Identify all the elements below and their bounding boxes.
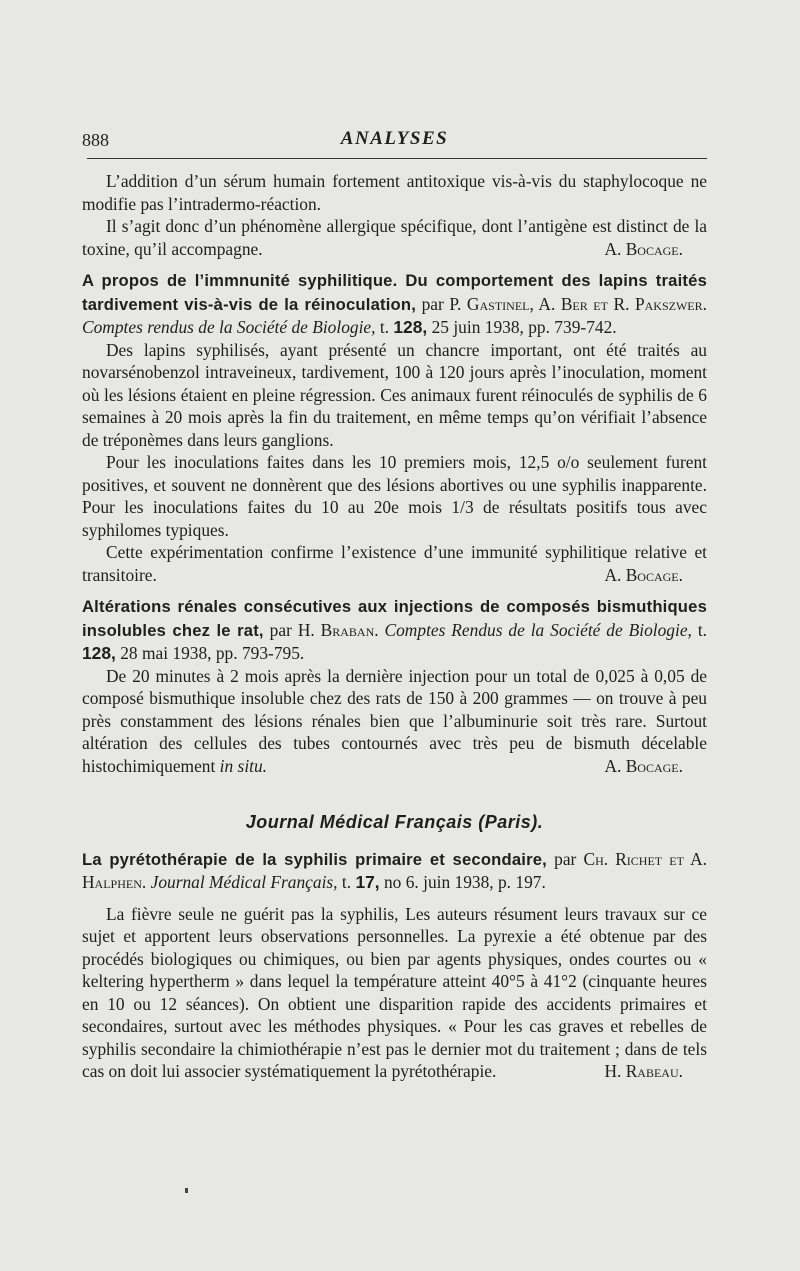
article-1-date-pages: 25 juin 1938, pp. 739-742. xyxy=(431,317,617,337)
article-3-signature: H. Rabeau. xyxy=(604,1061,683,1081)
article-1-volume: 128, xyxy=(393,317,428,337)
article-3-title: La pyrétothérapie de la syphilis primaire et secondaire, xyxy=(82,849,547,869)
article-2-authors: H. Braban. xyxy=(297,619,379,640)
article-2-title: Altérations rénales consécutives aux injections de composés bismuthiques insolubles chez le rat, xyxy=(82,597,707,640)
print-speck xyxy=(185,1188,188,1193)
page-header xyxy=(82,126,707,152)
article-1-paragraph-3: Cette expérimentation confirme l’existence d’une immunité syphilitique relative et transitoire. A. Bocage. xyxy=(82,542,707,585)
header-rule xyxy=(87,158,707,159)
journal-heading: Journal Médical Français (Paris). xyxy=(245,812,544,832)
article-3-journal: Journal Médical Français, xyxy=(150,872,338,892)
running-title: ANALYSES xyxy=(340,128,449,149)
article-1-paragraph-2: Pour les inoculations faites dans les 10 premiers mois, 12,5 o/o seulement furent positives, et souvent ne donnèrent que des lésions abortives ou une syphilis inapparente. Pour les inoculations faites du 10 au 20e mois 1/3 de résultats positifs tous avec syphilomes typiques. xyxy=(82,452,707,540)
article-1-journal: Comptes rendus de la Société de Biologie, xyxy=(82,317,376,337)
intro-signature: A. Bocage. xyxy=(604,238,683,259)
article-3-authors: Ch. Richet et A. Halphen. xyxy=(82,848,707,892)
intro-paragraph-1: L’addition d’un sérum humain fortement antitoxique vis-à-vis du staphylocoque ne modifie pas l’intradermo-réaction. xyxy=(82,171,707,214)
article-1-title: A propos de l’immnunité syphilitique. Du comportement des lapins traités tardivement vis-à-vis de la réinoculation, xyxy=(82,271,707,314)
article-2-signature: A. Bocage. xyxy=(604,755,683,776)
article-2-journal: Comptes Rendus de la Société de Biologie, xyxy=(384,619,692,640)
page-number: 888 xyxy=(82,130,109,150)
article-2-date-pages: 28 mai 1938, pp. 793-795. xyxy=(120,643,305,663)
article-1-authors: P. Gastinel, A. Ber et R. Pakszwer. xyxy=(449,293,707,314)
article-3-volume: 17, xyxy=(355,872,380,892)
page-body xyxy=(82,170,707,1083)
article-2-in-situ: in situ. xyxy=(219,755,268,776)
article-3-heading: La pyrétothérapie de la syphilis primaire et secondaire, par Ch. Richet et A. Halphen. Journal Médical Français, t. 17, no 6. juin 1938, p. 197. xyxy=(82,848,707,892)
article-2-volume: 128, xyxy=(82,643,116,663)
article-2-heading: Altérations rénales consécutives aux injections de composés bismuthiques insolubles chez le rat, par H. Braban. Comptes Rendus de la Société de Biologie, t. 128, 28 mai 1938, pp. 793-795. xyxy=(82,597,707,663)
article-3-paragraph-1: La fièvre seule ne guérit pas la syphilis, Les auteurs résument leurs travaux sur ce sujet et apportent leurs observations personnelles. La pyrexie a été obtenue par des procédés biologiques ou chimiques, ou bien par agents physiques, ondes courtes ou « keltering hypertherm » dans lequel la température atteint 40°5 à 41°2 (cinquante heures en 10 ou 12 séances). On obtient une disparition rapide des accidents primaires et secondaires, surtout avec les méthodes physiques. « Pour les cas graves et rebelles de syphilis secondaire la chimiothérapie n’est pas le dernier mot du traitement ; dans de tels cas on doit lui associer systématiquement la pyrétothérapie. H. Rabeau. xyxy=(82,903,707,1081)
article-2-paragraph-1: De 20 minutes à 2 mois après la dernière injection pour un total de 0,025 à 0,05 de composé bismuthique insoluble chez des rats de 150 à 200 grammes — on trouve à peu près constamment des lésions rénales bien que l’albuminurie soit très rare. Surtout altération des cellules des tubes contournés avec très peu de bismuth décelable histochimiquement in situ. A. Bocage. xyxy=(82,665,707,776)
article-1-paragraph-1: Des lapins syphilisés, ayant présenté un chancre important, ont été traités au novarsénobenzol intraveineux, tardivement, 100 à 120 jours après l’inoculation, moment où les lésions étaient en pleine régression. Ces animaux furent réinoculés de syphilis de 6 semaines à 20 mois après la fin du traitement, en même temps qu’on vérifiait l’absence de tréponèmes dans leurs ganglions. xyxy=(82,339,707,450)
article-1-signature: A. Bocage. xyxy=(604,564,683,585)
intro-paragraph-2: Il s’agit donc d’un phénomène allergique spécifique, dont l’antigène est distinct de la toxine, qu’il accompagne. A. Bocage. xyxy=(82,216,707,259)
article-3-date-pages: no 6. juin 1938, p. 197. xyxy=(383,872,546,892)
article-1-heading: A propos de l’immnunité syphilitique. Du comportement des lapins traités tardivement vis-à-vis de la réinoculation, par P. Gastinel, A. Ber et R. Pakszwer. Comptes rendus de la Société de Biologie, t. 128, 25 juin 1938, pp. 739-742. xyxy=(82,271,707,337)
